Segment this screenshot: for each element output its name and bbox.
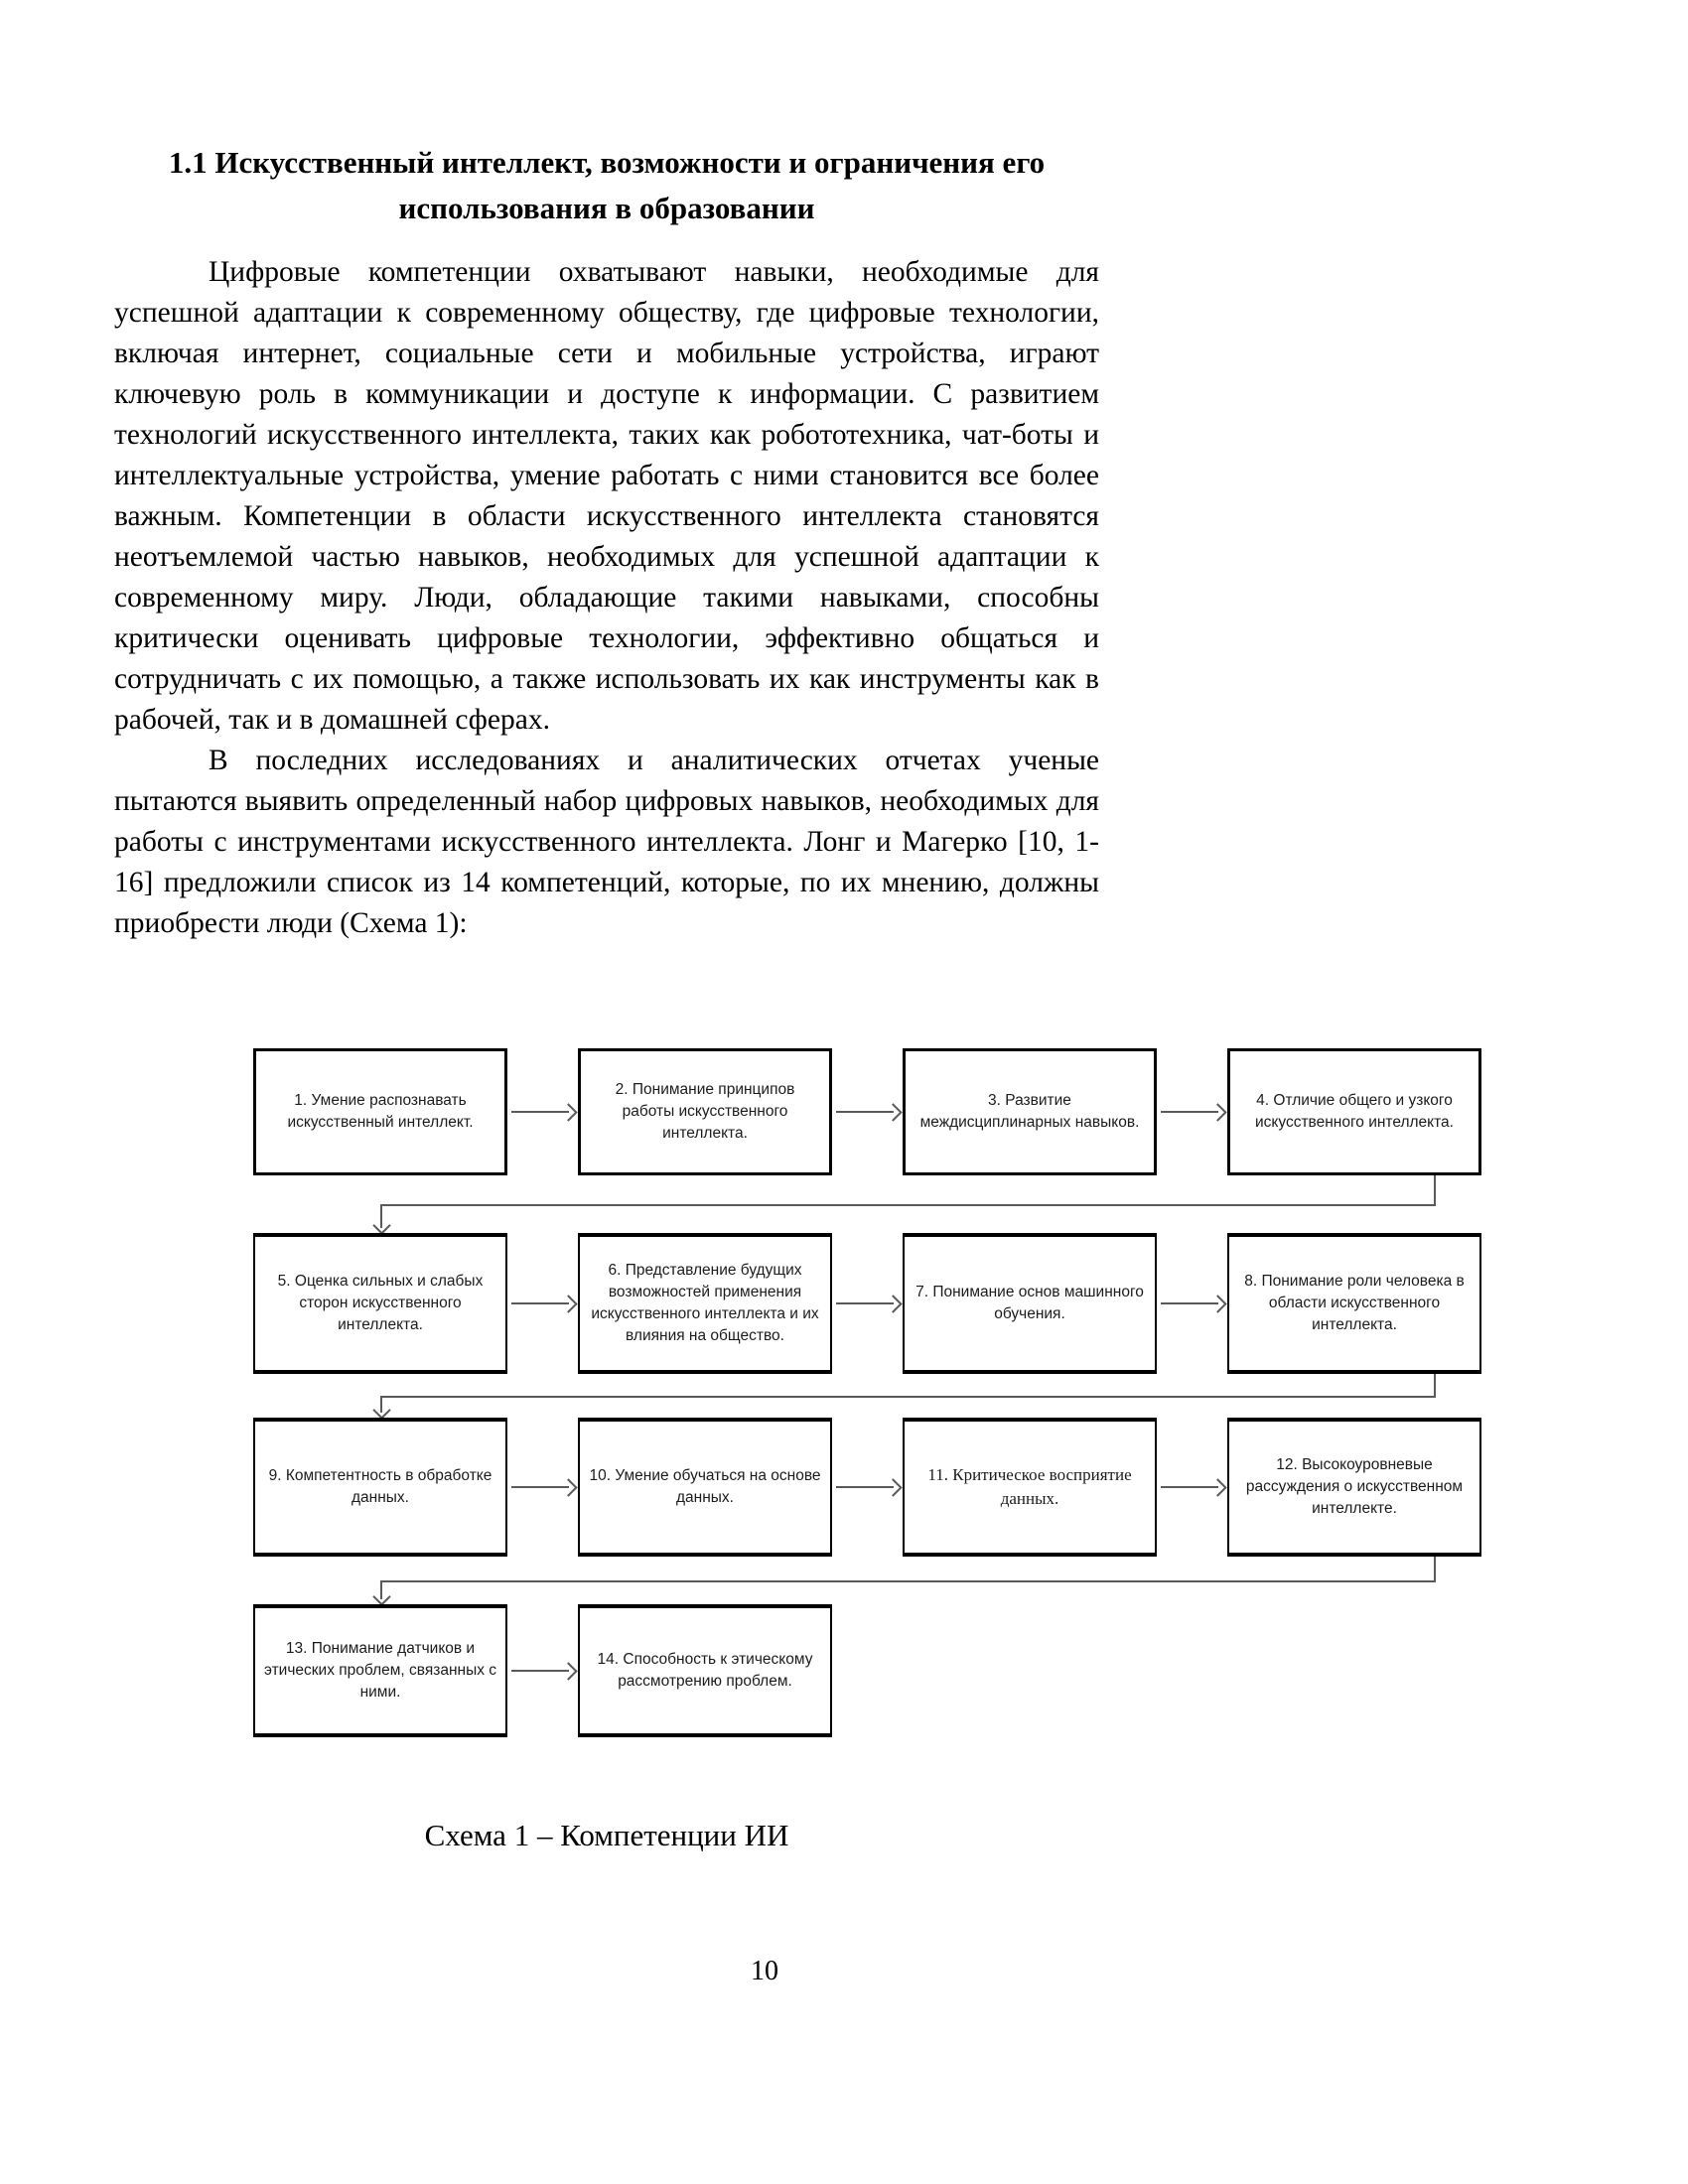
flowchart-box-label: 3. Развитие междисциплинарных навыков. <box>919 1092 1140 1131</box>
flowchart-box-13 <box>253 1604 507 1737</box>
flowchart-box-label: 14. Способность к этическому рассмотрению проблем. <box>597 1651 813 1690</box>
flow-arrow-right-icon <box>559 1103 577 1121</box>
flow-arrow-down-icon <box>372 1401 390 1419</box>
flow-arrow-shaft <box>1161 1302 1218 1304</box>
flow-arrow-right-icon <box>884 1295 902 1312</box>
flow-arrow-right-icon <box>559 1478 577 1496</box>
flowchart-box-2 <box>578 1048 832 1175</box>
connector-line <box>380 1396 1436 1398</box>
connector-line <box>380 1204 382 1228</box>
flowchart-box-10 <box>578 1418 832 1557</box>
flow-arrow-right-icon <box>559 1662 577 1680</box>
flow-arrow-right-icon <box>559 1295 577 1312</box>
flowchart-box-label: 5. Оценка сильных и слабых сторон искусственного интеллекта. <box>277 1273 484 1333</box>
flowchart-box-9 <box>253 1418 507 1557</box>
flowchart-box-label: 10. Умение обучаться на основе данных. <box>589 1467 821 1506</box>
flow-arrow-shaft <box>511 1302 569 1304</box>
flowchart-box-label: 6. Представление будущих возможностей применения искусственного интеллекта и их влияния на общество. <box>591 1262 819 1344</box>
flowchart-box-7 <box>903 1233 1157 1374</box>
connector-line <box>380 1580 382 1599</box>
flowchart-box-14 <box>578 1604 832 1737</box>
connector-line <box>1434 1557 1436 1580</box>
flow-arrow-shaft <box>511 1486 569 1488</box>
flow-arrow-right-icon <box>1208 1295 1226 1312</box>
flow-arrow-down-icon <box>372 1587 390 1605</box>
flow-arrow-shaft <box>1161 1486 1218 1488</box>
paragraph-1: Цифровые компетенции охватывают навыки, необходимые для успешной адаптации к современному обществу, где цифровые технологии, включая интернет, социальные сети и мобильные устройства, играют ключевую роль в коммуникации и доступе к информации. С развитием технологий искусственного интеллекта, таких как робототехника, чат-боты и интеллектуальные устройства, умение работать с ними становится все более важным. Компетенции в области искусственного интеллекта становятся неотъемлемой частью навыков, необходимых для успешной адаптации к современному миру. Люди, обладающие такими навыками, способны критически оценивать цифровые технологии, эффективно общаться и сотрудничать с их помощью, а также использовать их как инструменты как в рабочей, так и в домашней сферах. <box>114 256 1099 736</box>
flowchart-box-label: 8. Понимание роли человека в области искусственного интеллекта. <box>1244 1273 1465 1333</box>
flowchart-box-label: 11. Критическое восприятие данных. <box>927 1464 1132 1508</box>
flowchart-box-label: 4. Отличие общего и узкого искусственного интеллекта. <box>1255 1092 1454 1131</box>
flowchart-box-4 <box>1227 1048 1481 1175</box>
flowchart-box-label: 2. Понимание принципов работы искусственного интеллекта. <box>615 1081 795 1142</box>
flow-arrow-down-icon <box>372 1216 390 1234</box>
flow-arrow-shaft <box>836 1486 894 1488</box>
flow-arrow-shaft <box>511 1111 569 1113</box>
flowchart-box-label: 7. Понимание основ машинного обучения. <box>915 1284 1144 1322</box>
flow-arrow-right-icon <box>1208 1103 1226 1121</box>
flowchart-box-8 <box>1227 1233 1481 1374</box>
page-number: 10 <box>751 1956 778 1986</box>
connector-line <box>1434 1175 1436 1204</box>
flowchart-box-3 <box>903 1048 1157 1175</box>
body-text <box>114 252 1099 944</box>
flowchart-box-label: 1. Умение распознавать искусственный интеллект. <box>287 1092 474 1131</box>
flowchart-box-12 <box>1227 1418 1481 1557</box>
connector-line <box>1434 1374 1436 1396</box>
connector-line <box>380 1396 382 1413</box>
flow-arrow-shaft <box>511 1670 569 1672</box>
figure-caption: Схема 1 – Компетенции ИИ <box>424 1818 789 1852</box>
flow-arrow-shaft <box>836 1111 894 1113</box>
flow-arrow-right-icon <box>884 1478 902 1496</box>
flow-arrow-right-icon <box>884 1103 902 1121</box>
flowchart-box-label: 9. Компетентность в обработке данных. <box>268 1467 492 1506</box>
flow-arrow-right-icon <box>1208 1478 1226 1496</box>
section-heading: 1.1 Искусственный интеллект, возможности и ограничения его использования в образовании <box>168 145 1046 225</box>
flowchart-box-11 <box>903 1418 1157 1557</box>
flow-arrow-shaft <box>836 1302 894 1304</box>
flowchart-box-6 <box>578 1233 832 1374</box>
flowchart-box-5 <box>253 1233 507 1374</box>
flow-arrow-shaft <box>1161 1111 1218 1113</box>
connector-line <box>380 1204 1436 1206</box>
flowchart-box-1 <box>253 1048 507 1175</box>
flowchart-box-label: 12. Высокоуровневые рассуждения о искусственном интеллекте. <box>1245 1456 1464 1517</box>
paragraph-2: В последних исследованиях и аналитических отчетах ученые пытаются выявить определенный набор цифровых навыков, необходимых для работы с инструментами искусственного интеллекта. Лонг и Магерко [10, 1-16] предложили список из 14 компетенций, которые, по их мнению, должны приобрести люди (Схема 1): <box>114 745 1099 939</box>
flowchart-box-label: 13. Понимание датчиков и этических проблем, связанных с ними. <box>264 1640 497 1701</box>
connector-line <box>380 1580 1436 1582</box>
